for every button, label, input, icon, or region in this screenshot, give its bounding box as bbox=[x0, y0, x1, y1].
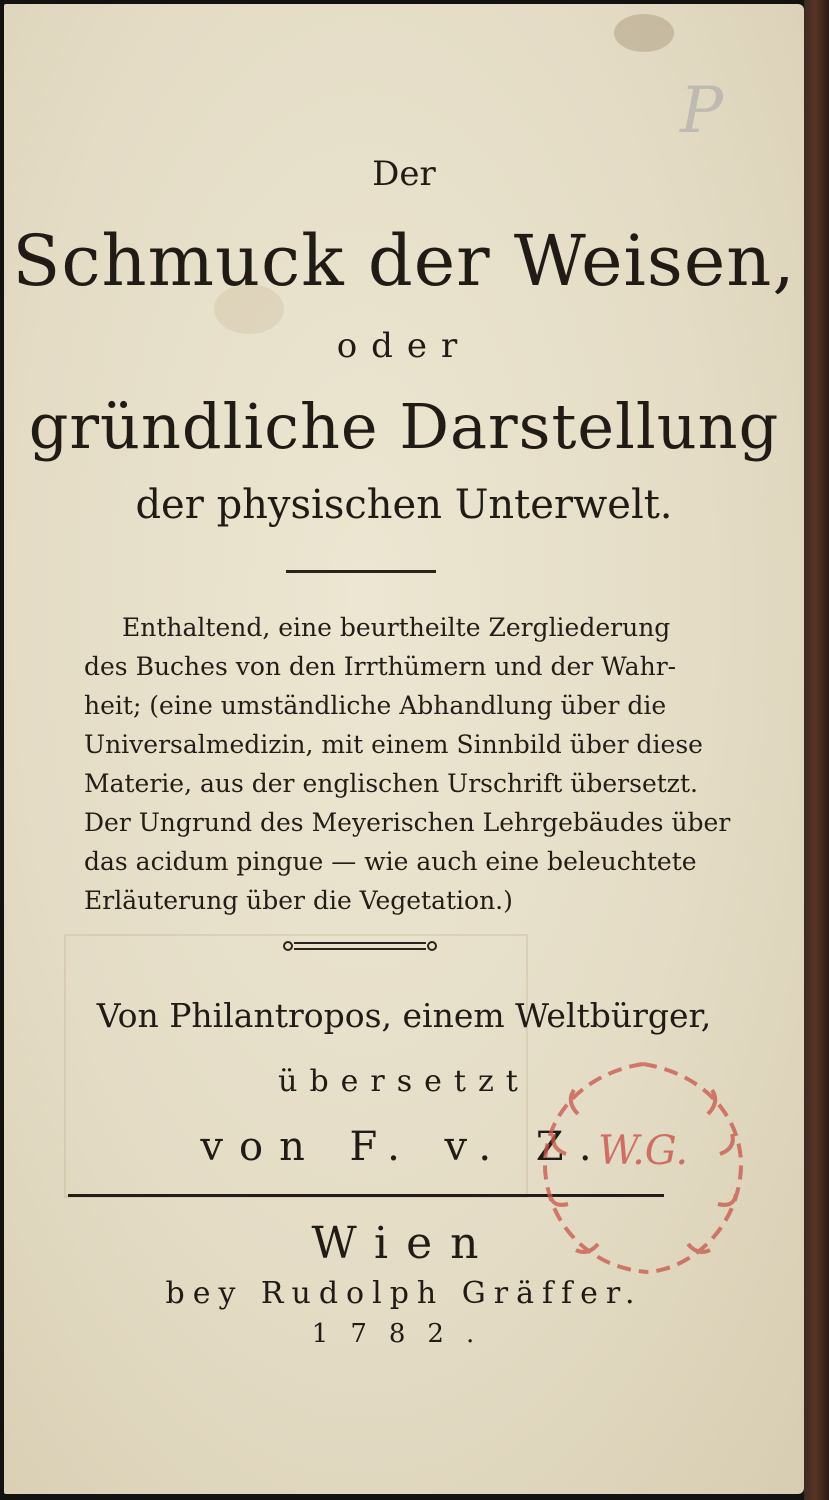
subtitle-line-1: gründliche Darstellung bbox=[28, 390, 780, 463]
library-stamp bbox=[518, 1044, 768, 1294]
description-line: Universalmedizin, mit einem Sinnbild über diese bbox=[84, 730, 703, 759]
pre-title: Der bbox=[372, 154, 436, 194]
subtitle-line-2: der physischen Unterwelt. bbox=[135, 482, 673, 528]
description-line: Der Ungrund des Meyerischen Lehrgebäudes über bbox=[84, 808, 731, 837]
author-line: Von Philantropos, einem Weltbürger, bbox=[96, 996, 712, 1035]
main-title: Schmuck der Weisen, bbox=[12, 220, 796, 302]
translated-label: übersetzt bbox=[278, 1064, 530, 1099]
divider-rule bbox=[286, 570, 436, 573]
description-line: das acidum pingue — wie auch eine beleuchtete bbox=[84, 847, 697, 876]
ornament-rule bbox=[280, 938, 440, 954]
pencil-mark: P bbox=[680, 74, 724, 148]
title-page bbox=[4, 4, 804, 1494]
description-line: Materie, aus der englischen Urschrift übersetzt. bbox=[84, 769, 698, 798]
translator-line: von F. v. Z. bbox=[200, 1124, 608, 1170]
stain bbox=[614, 14, 674, 52]
year: 1782. bbox=[311, 1319, 497, 1349]
place: Wien bbox=[311, 1218, 497, 1269]
description-line: des Buches von den Irrthümern und der Wahr- bbox=[84, 652, 677, 681]
description-line: Erläuterung über die Vegetation.) bbox=[84, 886, 513, 915]
description-line: heit; (eine umständliche Abhandlung über die bbox=[84, 691, 667, 720]
connector: oder bbox=[336, 326, 472, 366]
stamp-initials: W.G. bbox=[597, 1128, 689, 1174]
publisher: bey Rudolph Gräffer. bbox=[165, 1276, 643, 1311]
description bbox=[84, 608, 748, 920]
description-line: Enthaltend, eine beurtheilte Zergliederung bbox=[122, 613, 671, 642]
book-edge bbox=[804, 0, 829, 1500]
